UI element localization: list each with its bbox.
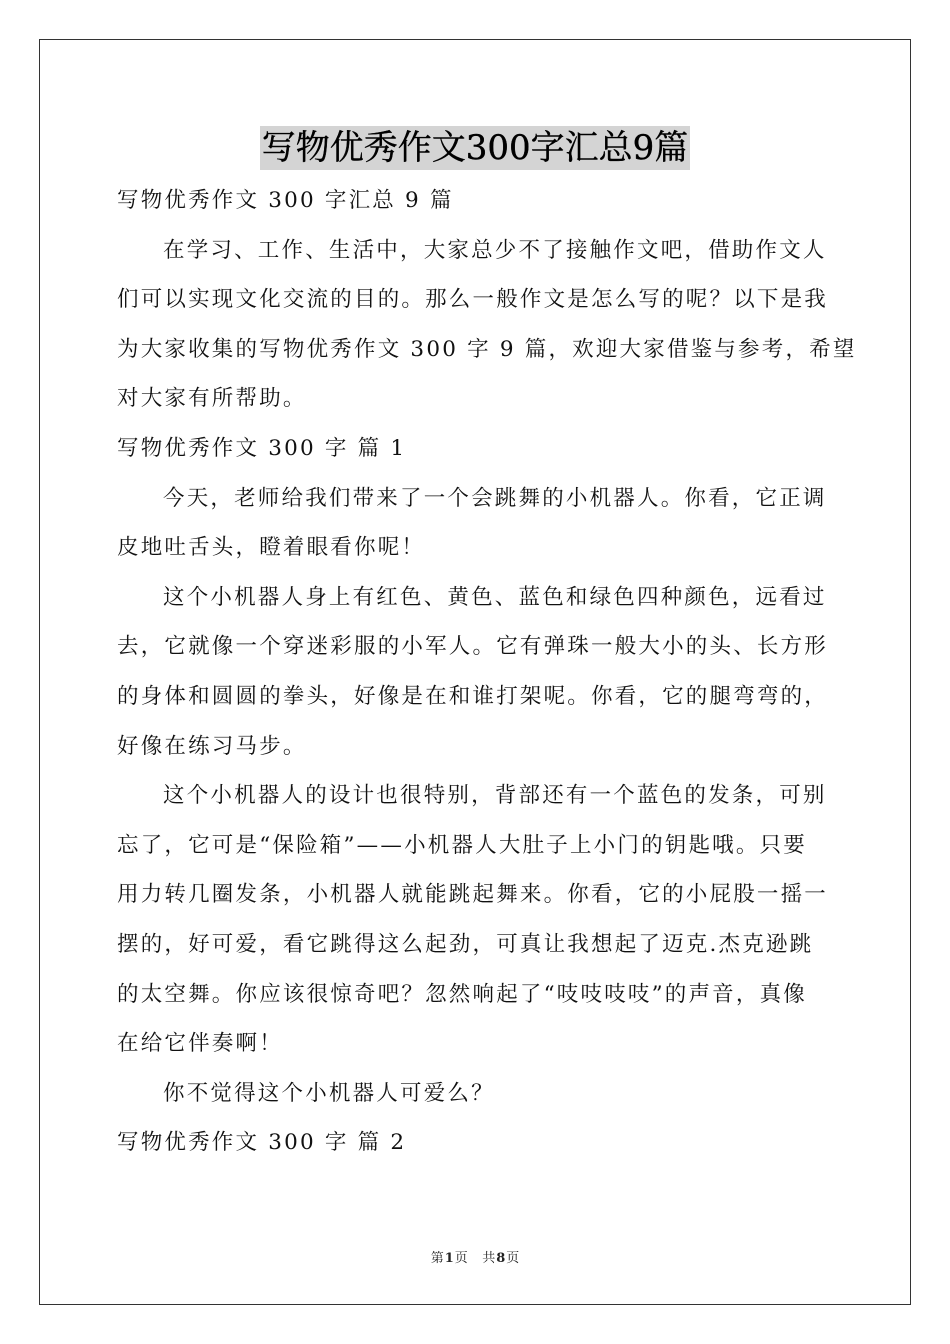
document-body: [117, 176, 857, 1168]
page-prefix: 第: [430, 1251, 444, 1266]
text-line: 用力转几圈发条，小机器人就能跳起舞来。你看，它的小屁股一摇一: [117, 882, 829, 908]
text-line: 摆的，好可爱，看它跳得这么起劲，可真让我想起了迈克.杰克逊跳: [117, 931, 814, 957]
text-line: 这个小机器人的设计也很特别，背部还有一个蓝色的发条，可别: [163, 783, 827, 809]
title-container: [0, 126, 950, 170]
page-footer: [0, 1247, 950, 1266]
text-line: 今天，老师给我们带来了一个会跳舞的小机器人。你看，它正调: [163, 485, 827, 511]
text-line: 写物优秀作文 300 字 篇 1: [117, 435, 407, 461]
text-line: 的太空舞。你应该很惊奇吧？忽然响起了“吱吱吱吱”的声音，真像: [117, 981, 807, 1007]
text-line: 在给它伴奏啊！: [117, 1031, 283, 1057]
text-line: 好像在练习马步。: [117, 733, 307, 759]
total-suffix: 页: [506, 1251, 520, 1266]
text-line: 们可以实现文化交流的目的。那么一般作文是怎么写的呢？以下是我: [117, 287, 829, 313]
text-line: 忘了，它可是“保险箱”——小机器人大肚子上小门的钥匙哦。只要: [117, 832, 807, 858]
page-number: 1: [444, 1251, 454, 1266]
text-line: 的身体和圆圆的拳头，好像是在和谁打架呢。你看，它的腿弯弯的，: [117, 683, 829, 709]
document-title: 写物优秀作文300字汇总9篇: [261, 128, 689, 168]
text-line: 皮地吐舌头，瞪着眼看你呢！: [117, 535, 426, 561]
page-suffix: 页: [454, 1251, 468, 1266]
text-line: 对大家有所帮助。: [117, 386, 307, 412]
total-prefix: 共: [482, 1251, 496, 1266]
text-line: 写物优秀作文 300 字汇总 9 篇: [117, 188, 454, 213]
text-line: 这个小机器人身上有红色、黄色、蓝色和绿色四种颜色，远看过: [163, 584, 827, 610]
total-pages: 8: [496, 1251, 506, 1266]
text-line: 为大家收集的写物优秀作文 300 字 9 篇，欢迎大家借鉴与参考，希望: [117, 336, 857, 362]
text-line: 写物优秀作文 300 字 篇 2: [117, 1130, 407, 1156]
text-line: 在学习、工作、生活中，大家总少不了接触作文吧，借助作文人: [163, 237, 827, 263]
text-line: 去，它就像一个穿迷彩服的小军人。它有弹珠一般大小的头、长方形: [117, 634, 829, 660]
text-line: 你不觉得这个小机器人可爱么？: [163, 1080, 495, 1106]
